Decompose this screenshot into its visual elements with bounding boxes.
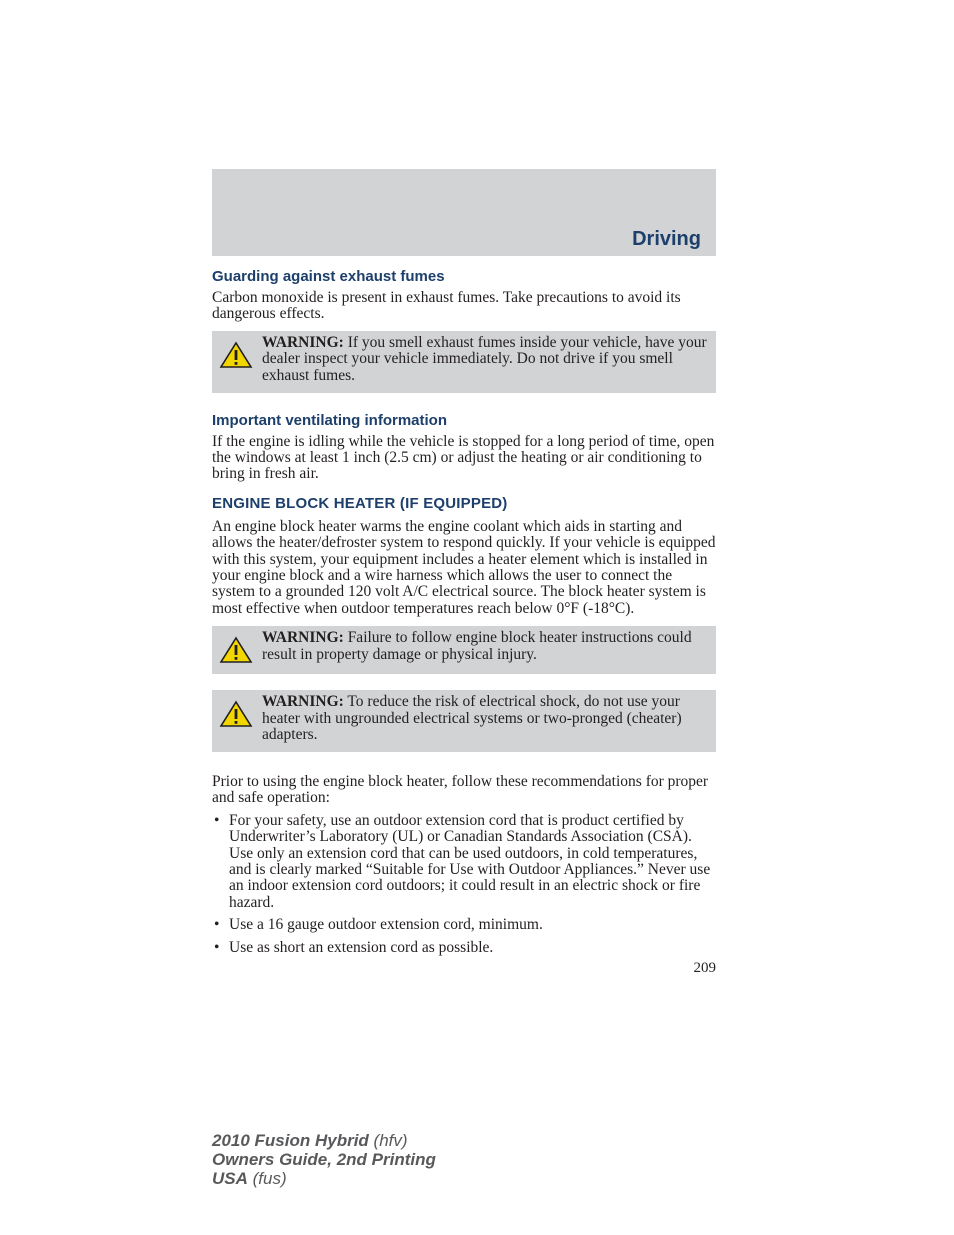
warning-box-exhaust <box>212 331 716 393</box>
warning-text-block-heater-instructions: WARNING: Failure to follow engine block heater instructions could result in property damage or physical injury. <box>262 629 692 663</box>
paragraph-ventilating: If the engine is idling while the vehicle is stopped for a long period of time, open the windows at least 1 inch (2.5 cm) or adjust the heating or air conditioning to bring in fresh air. <box>212 432 715 483</box>
warning-triangle-icon <box>219 636 253 664</box>
paragraph-engine-block-heater: An engine block heater warms the engine coolant which aids in starting and allows the heater/defroster system to respond quickly. If your vehicle is equipped with this system, your equipment includes a heater element which is installed in your engine block and a wire harness which allows the user to connect the system to a grounded 120 volt A/C electrical source. The block heater system is most effective when outdoor temperatures reach below 0°F (-18°C). <box>212 517 716 617</box>
manual-page <box>212 169 716 977</box>
warning-box-block-heater-instructions <box>212 626 716 674</box>
heading-exhaust-fumes: Guarding against exhaust fumes <box>212 268 445 285</box>
list-item: • For your safety, use an outdoor extension cord that is product certified by Underwriter’s Laboratory (UL) or Canadian Standards Association (CSA). Use only an extension cord that can be used outdoors, in cold temperatures, and is clearly marked “Suitable for Use with Outdoor Appliances.” Never use an indoor extension cord outdoors; it could result in an electric shock or fire hazard. <box>214 811 711 911</box>
warning-text-exhaust: WARNING: If you smell exhaust fumes inside your vehicle, have your dealer inspect your vehicle immediately. Do not drive if you smell exhaust fumes. <box>262 333 707 384</box>
heading-engine-block-heater: ENGINE BLOCK HEATER (IF EQUIPPED) <box>212 494 508 512</box>
paragraph-exhaust-fumes: Carbon monoxide is present in exhaust fumes. Take precautions to avoid its dangerous effects. <box>212 289 681 323</box>
page-number: 209 <box>693 960 716 977</box>
list-item: • Use as short an extension cord as possible. <box>214 938 494 956</box>
list-item: • Use a 16 gauge outdoor extension cord, minimum. <box>214 916 543 934</box>
warning-text-electrical-shock: WARNING: To reduce the risk of electrical shock, do not use your heater with ungrounded electrical systems or two-pronged (cheater) adapters. <box>262 693 682 744</box>
warning-triangle-icon <box>219 700 253 728</box>
heading-ventilating: Important ventilating information <box>212 411 447 429</box>
document-footer <box>212 1131 436 1188</box>
section-header-band <box>212 169 716 256</box>
warning-triangle-icon <box>219 341 253 369</box>
footer-line-model: 2010 Fusion Hybrid (hfv) <box>212 1131 408 1150</box>
section-title: Driving <box>632 228 701 250</box>
footer-line-printing: Owners Guide, 2nd Printing <box>212 1150 436 1169</box>
footer-line-market: USA (fus) <box>212 1169 287 1188</box>
warning-box-electrical-shock <box>212 690 716 752</box>
paragraph-recommendations-intro: Prior to using the engine block heater, follow these recommendations for proper and safe operation: <box>212 773 709 807</box>
recommendations-list <box>212 813 716 956</box>
